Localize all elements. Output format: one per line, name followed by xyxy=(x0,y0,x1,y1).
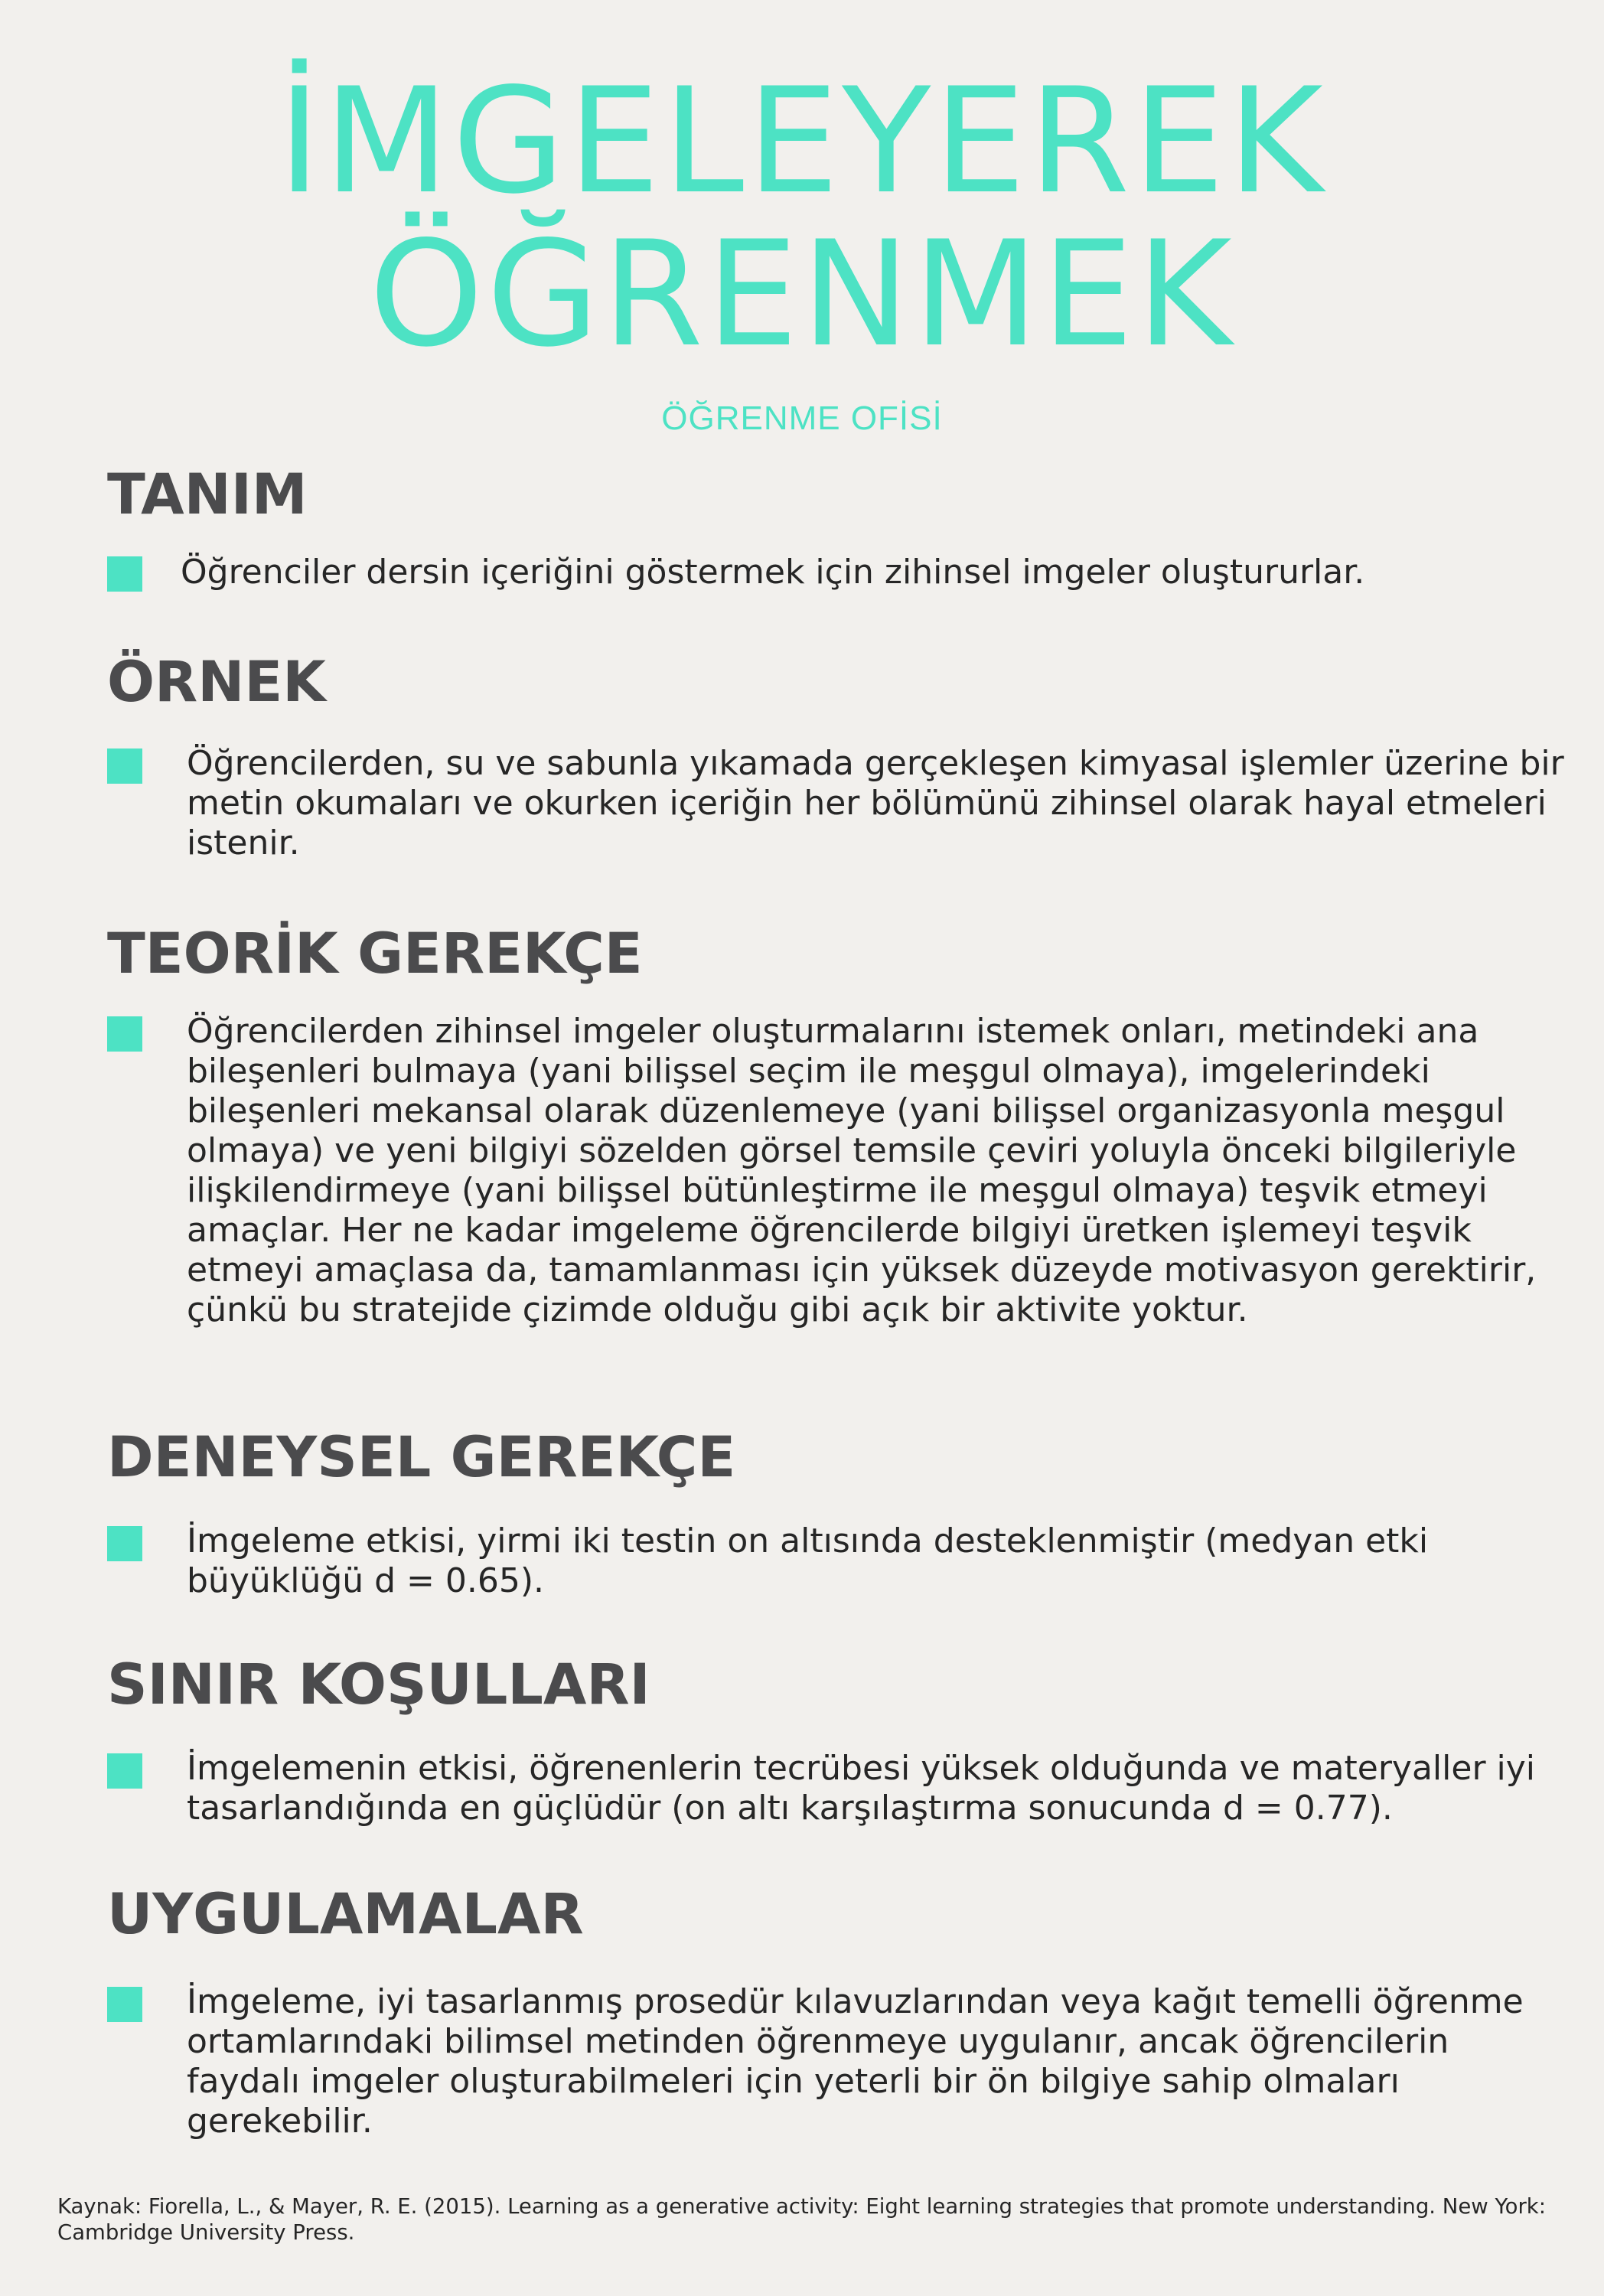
subtitle: ÖĞRENME OFİSİ xyxy=(661,400,943,437)
square-bullet-icon xyxy=(107,1526,142,1561)
section-text: Öğrencilerden, su ve sabunla yıkamada gerçekleşen kimyasal işlemler üzerine bir metin okumaları ve okurken içeriğin her bölümünü zihinsel olarak hayal etmeleri istenir. xyxy=(187,744,1564,863)
title-line-1: İMGELEYEREK xyxy=(278,57,1326,226)
square-bullet-icon xyxy=(107,748,142,784)
section-heading: ÖRNEK xyxy=(107,650,326,715)
section-empirical xyxy=(107,1425,1546,1600)
square-bullet-icon xyxy=(107,1016,142,1052)
title-line-2: ÖĞRENMEK xyxy=(369,210,1235,379)
section-text: İmgeleme, iyi tasarlanmış prosedür kılavuzlarından veya kağıt temelli öğrenme ortamlarındaki bilimsel metinden öğrenmeye uygulanır, ancak öğrencilerin faydalı imgeler oluşturabilmeleri için yeterli bir ön bilgiye sahip olmaları gerekebilir. xyxy=(187,1982,1524,2141)
section-heading: TANIM xyxy=(107,462,308,527)
section-heading: UYGULAMALAR xyxy=(107,1882,584,1947)
section-boundary-conditions xyxy=(107,1652,1546,1828)
section-text: İmgelemenin etkisi, öğrenenlerin tecrübesi yüksek olduğunda ve materyaller iyi tasarlandığında en güçlüdür (on altı karşılaştırma sonucunda d = 0.77). xyxy=(187,1749,1536,1828)
section-heading: SINIR KOŞULLARI xyxy=(107,1652,650,1717)
section-text: İmgeleme etkisi, yirmi iki testin on altısında desteklenmiştir (medyan etki büyüklüğü d = 0.65). xyxy=(187,1521,1429,1600)
section-heading: TEORİK GEREKÇE xyxy=(107,921,643,987)
source-citation: Kaynak: Fiorella, L., & Mayer, R. E. (2015). Learning as a generative activity: Eight learning strategies that promote understanding. New York: Cambridge University Press. xyxy=(57,2194,1546,2245)
section-text: Öğrenciler dersin içeriğini göstermek için zihinsel imgeler oluştururlar. xyxy=(181,553,1365,592)
square-bullet-icon xyxy=(107,1987,142,2022)
section-heading: DENEYSEL GEREKÇE xyxy=(107,1425,736,1490)
section-definition xyxy=(107,462,1546,592)
square-bullet-icon xyxy=(107,1753,142,1789)
square-bullet-icon xyxy=(107,556,142,592)
section-theory xyxy=(107,921,1546,1329)
section-applications xyxy=(107,1882,1546,2141)
section-text: Öğrencilerden zihinsel imgeler oluşturmalarını istemek onları, metindeki ana bileşenleri bulmaya (yani bilişsel seçim ile meşgul olmaya), imgelerindeki bileşenleri mekansal olarak düzenlemeye (yani bilişsel organizasyonla meşgul olmaya) ve yeni bilgiyi sözelden görsel temsile çeviri yoluyla önceki bilgileriyle ilişkilendirmeye (yani bilişsel bütünleştirme ile meşgul olmaya) teşvik etmeyi amaçlar. Her ne kadar imgeleme öğrencilerde bilgiyi üretken işlemeyi teşvik etmeyi amaçlasa da, tamamlanması için yüksek düzeyde motivasyon gerektirir, çünkü bu stratejide çizimde olduğu gibi açık bir aktivite yoktur. xyxy=(187,1012,1537,1329)
section-example xyxy=(107,650,1564,863)
